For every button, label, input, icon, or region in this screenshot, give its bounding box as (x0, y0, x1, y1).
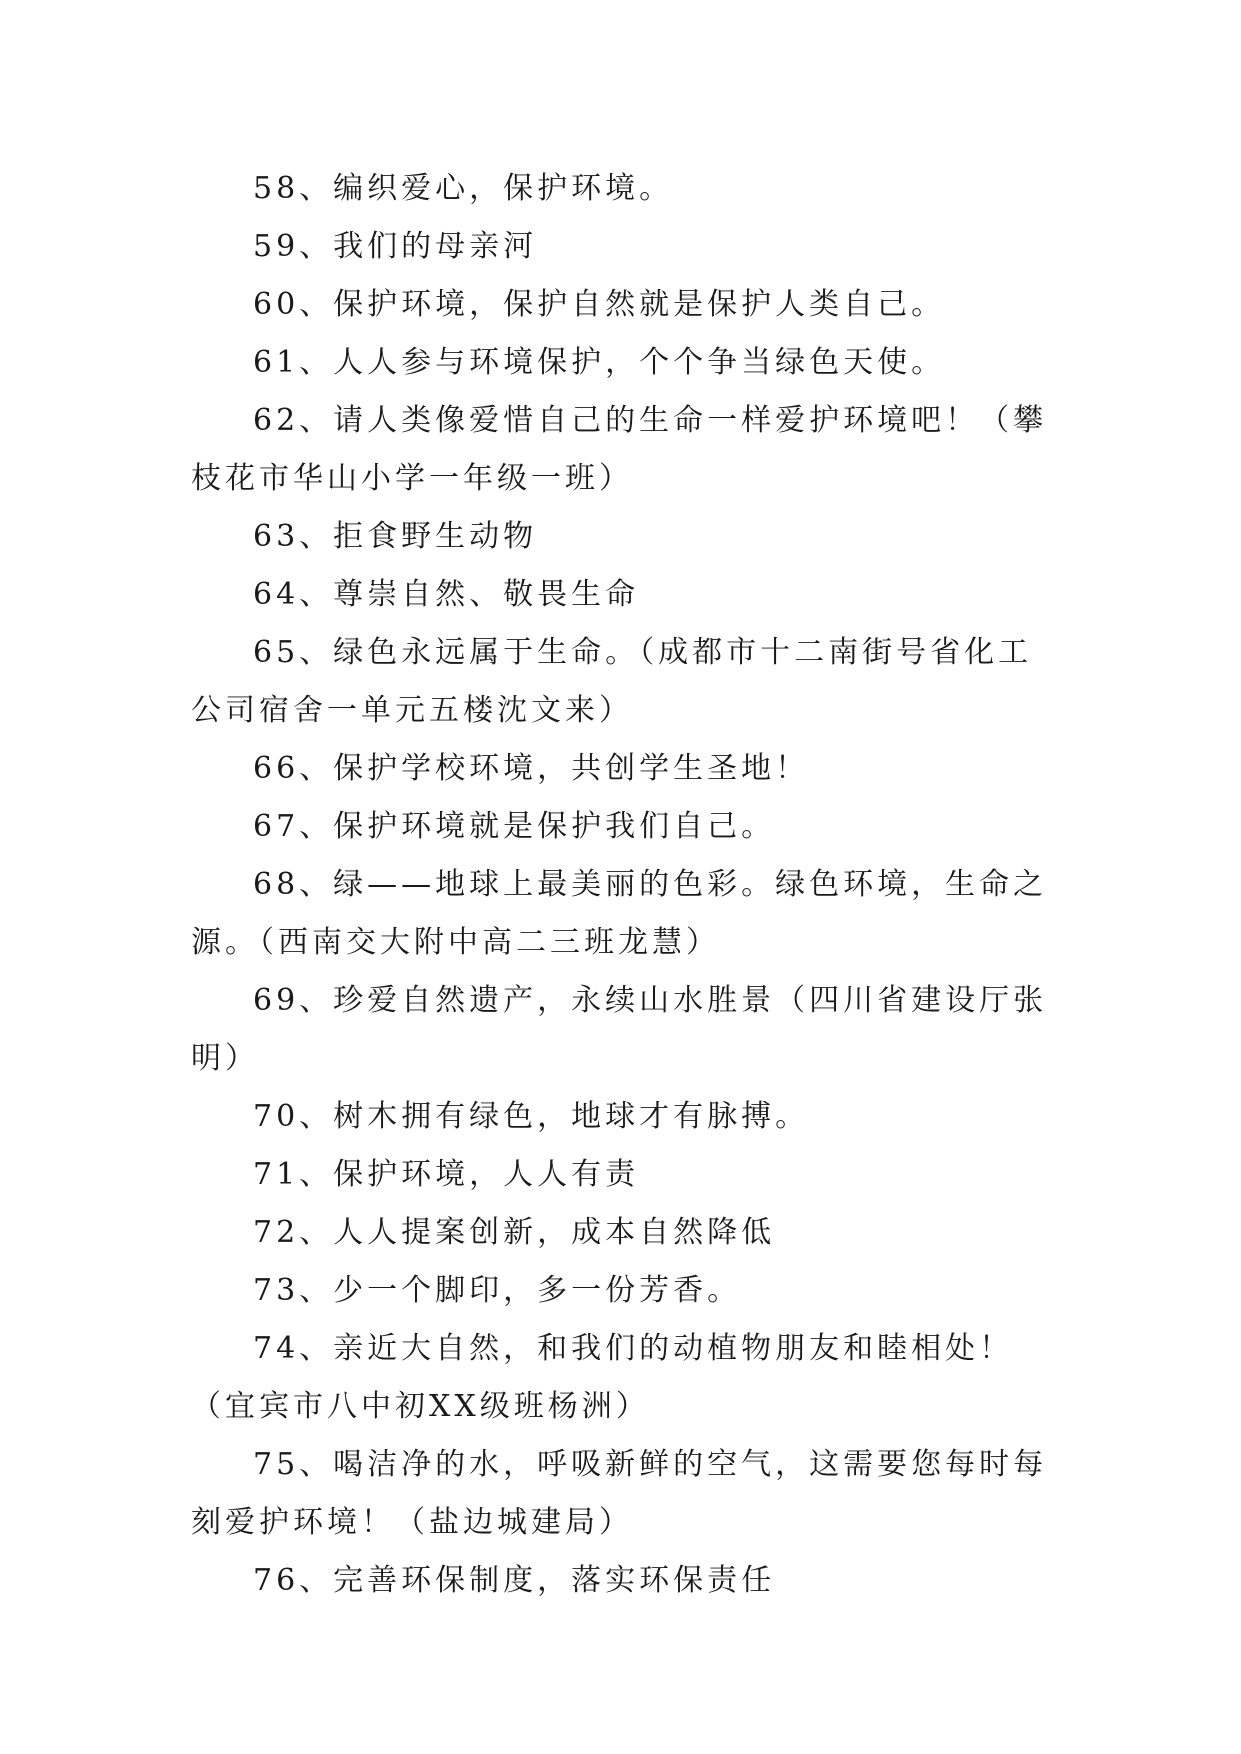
slogan-64: 64、尊崇自然、敬畏生命 (253, 577, 640, 612)
slogan-61: 61、人人参与环境保护，个个争当绿色天使。 (253, 345, 946, 380)
slogan-69: 69、珍爱自然遗产，永续山水胜景（四川省建设厅张明） (191, 983, 1048, 1076)
slogan-66: 66、保护学校环境，共创学生圣地！ (253, 751, 810, 786)
slogan-75: 75、喝洁净的水，呼吸新鲜的空气，这需要您每时每刻爱护环境！（盐边城建局） (191, 1447, 1048, 1540)
slogan-71: 71、保护环境，人人有责 (253, 1157, 640, 1192)
slogan-58: 58、编织爱心，保护环境。 (253, 171, 674, 206)
slogan-60: 60、保护环境，保护自然就是保护人类自己。 (253, 287, 946, 322)
document-body (191, 160, 1049, 1610)
slogan-74: 74、亲近大自然，和我们的动植物朋友和睦相处！（宜宾市八中初XX级班杨洲） (191, 1331, 1014, 1424)
slogan-63: 63、拒食野生动物 (253, 519, 538, 554)
slogan-72: 72、人人提案创新，成本自然降低 (253, 1215, 776, 1250)
slogan-67: 67、保护环境就是保护我们自己。 (253, 809, 776, 844)
slogan-62: 62、请人类像爱惜自己的生命一样爱护环境吧！（攀枝花市华山小学一年级一班） (191, 403, 1048, 496)
slogan-59: 59、我们的母亲河 (253, 229, 538, 264)
slogan-73: 73、少一个脚印，多一份芳香。 (253, 1273, 742, 1308)
slogan-65: 65、绿色永远属于生命。（成都市十二南街号省化工公司宿舍一单元五楼沈文来） (191, 635, 1033, 728)
slogan-70: 70、树木拥有绿色，地球才有脉搏。 (253, 1099, 810, 1134)
slogan-76: 76、完善环保制度，落实环保责任 (253, 1563, 776, 1598)
slogan-68: 68、绿——地球上最美丽的色彩。绿色环境，生命之源。（西南交大附中高二三班龙慧） (191, 867, 1048, 960)
